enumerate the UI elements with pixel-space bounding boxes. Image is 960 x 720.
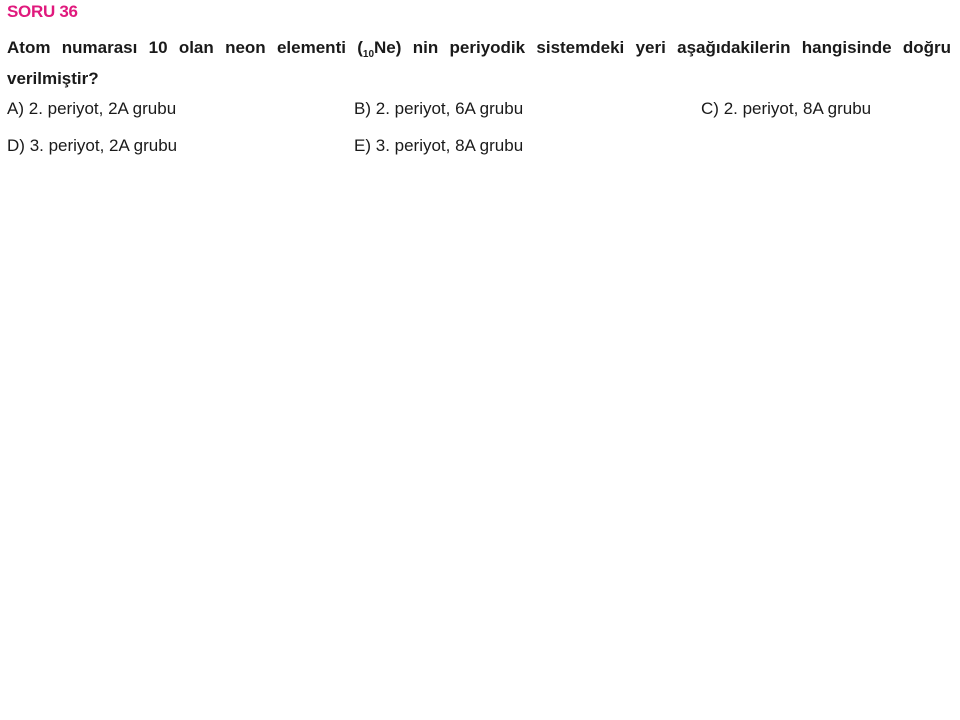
option-d[interactable]: [7, 136, 177, 156]
option-e[interactable]: [354, 136, 523, 156]
option-letter: B): [354, 99, 371, 118]
option-letter: C): [701, 99, 719, 118]
option-text: 3. periyot, 8A grubu: [375, 136, 524, 155]
question-text-after: ) nin periyodik sistemdeki yeri aşağıdakilerin hangisinde doğru verilmiştir?: [7, 38, 951, 88]
option-text: 2. periyot, 6A grubu: [375, 99, 524, 118]
question-text-before: Atom numarası 10 olan neon elementi (: [7, 38, 363, 57]
option-a[interactable]: [7, 99, 176, 119]
option-text: 3. periyot, 2A grubu: [29, 136, 178, 155]
option-text: 2. periyot, 2A grubu: [28, 99, 177, 118]
option-b[interactable]: [354, 99, 523, 119]
atomic-number-subscript: 10: [362, 49, 375, 60]
option-letter: A): [7, 99, 24, 118]
option-letter: D): [7, 136, 25, 155]
option-text: 2. periyot, 8A grubu: [723, 99, 872, 118]
question-number: SORU 36: [7, 2, 78, 21]
option-c[interactable]: [701, 99, 871, 119]
option-letter: E): [354, 136, 371, 155]
question-text: [7, 32, 951, 94]
element-symbol: Ne: [374, 38, 396, 57]
